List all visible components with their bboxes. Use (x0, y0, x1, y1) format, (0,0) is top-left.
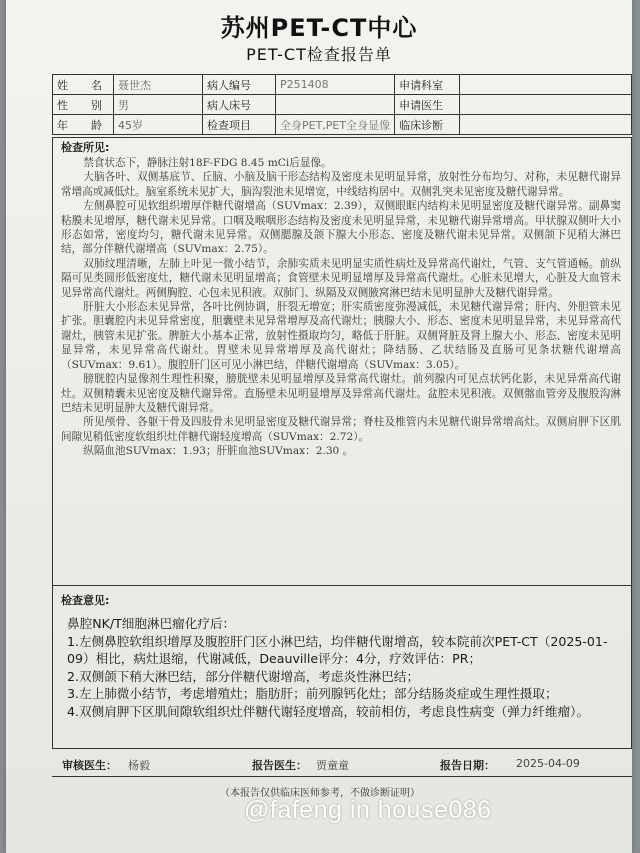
bed-value (276, 95, 395, 115)
patient-info-table (52, 74, 632, 135)
age-label: 年 龄 (53, 115, 114, 135)
diagnosis-label: 临床诊断 (395, 115, 460, 135)
findings-paragraph: 膀胱腔内显像剂生理性积聚，膀胱壁未见明显增厚及异常高代谢灶。前列腺内可见点状钙化影，未见异常高代谢灶。双侧精囊未见密度及糖代谢异常。直肠壁未见明显增厚及异常高代谢灶。盆腔未见积液。双侧髂血管旁及腹股沟淋巴结未见明显肿大及糖代谢异常。 (61, 373, 621, 414)
reporter-name: 贾童童 (316, 759, 349, 772)
findings-paragraph: 纵隔血池SUVmax：1.93；肝脏血池SUVmax：2.30 。 (83, 445, 354, 458)
age-value: 45岁 (114, 115, 203, 135)
sex-label: 性 别 (53, 95, 114, 115)
hospital-title: 苏州PET-CT中心 (220, 14, 418, 42)
report-title: PET-CT检查报告单 (246, 45, 392, 64)
sex-value: 男 (114, 95, 203, 115)
findings-paragraph: 左侧鼻腔可见软组织增厚伴糖代谢增高（SUVmax：2.39），双侧眼眶内结构未见明显密度及糖代谢异常。副鼻窦粘膜未见增厚，糖代谢未见异常。口咽及喉咽形态结构及密度未见明显异常，未见糖代谢异常增高。甲状腺双侧叶大小形态如常，密度均匀，糖代谢未见异常。双侧腮腺及颌下腺大小形态、密度及糖代谢未见异常。双侧颌下见稍大淋巴结，部分伴糖代谢增高（SUVmax：2.75）。 (61, 200, 621, 256)
reporter-label: 报告医生： (252, 759, 307, 772)
findings-paragraph: 禁食状态下，静脉注射18F-FDG 8.45 mCi后显像。 (83, 157, 332, 169)
disclaimer-note: （本报告仅供临床医师参考，不做诊断证明） (220, 788, 420, 799)
exam-item-value: 全身PET,PET全身显像 (276, 115, 395, 135)
impression-item: 2.双侧颌下稍大淋巴结，部分伴糖代谢增高，考虑炎性淋巴结； (67, 668, 420, 684)
report-date-value: 2025-04-09 (516, 757, 580, 770)
exam-item-label: 检查项目 (203, 115, 276, 135)
section-divider (53, 585, 631, 586)
dept-label: 申请科室 (395, 75, 460, 95)
findings-paragraph: 双肺纹理清晰，左肺上叶见一微小结节，余肺实质未见明显实质性病灶及异常高代谢灶，气管、支气管通畅。前纵隔可见类圆形低密度灶，糖代谢未见明显增高；食管壁未见明显增厚及异常高代谢灶。心脏未见增大，心脏及大血管未见异常高代谢灶。两侧胸腔、心包未见积液。双肺门、纵隔及双侧腋窝淋巴结未见明显肿大及糖代谢异常。 (61, 257, 621, 299)
impressions-title: 检查意见: (61, 594, 110, 607)
findings-paragraph: 肝脏大小形态未见异常，各叶比例协调，肝裂无增宽；肝实质密度弥漫减低，未见糖代谢异常；肝内、外胆管未见扩张。胆囊腔内未见异常密度，胆囊壁未见异常增厚及高代谢灶；胰腺大小、形态、密度未见明显异常，未见异常高代谢灶，胰管未见扩张。脾脏大小基本正常，放射性摄取均匀，略低于肝脏。双侧肾脏及肾上腺大小、形态、密度未见明显异常，未见异常高代谢灶。胃壁未见异常增厚及高代谢灶；降结肠、乙状结肠及直肠可见条状糖代谢增高（SUVmax：9.61）。腹腔肝门区可见小淋巴结，伴糖代谢增高（SUVmax：3.05）。 (61, 301, 621, 371)
name-value: 聂世杰 (114, 75, 203, 95)
doctor-value (460, 95, 632, 115)
doctor-label: 申请医生 (395, 95, 460, 115)
patient-no-value: P251408 (276, 75, 395, 95)
findings-text (61, 156, 621, 459)
findings-paragraph: 大脑各叶、双侧基底节、丘脑、小脑及脑干形态结构及密度未见明显异常，放射性分布均匀、对称，未见糖代谢异常增高或减低灶。脑室系统未见扩大，脑沟裂池未见增宽，中线结构居中。双侧乳突未见密度及糖代谢异常。 (61, 171, 621, 198)
dept-value (460, 75, 632, 95)
impressions-intro: 鼻腔NK/T细胞淋巴瘤化疗后： (67, 616, 236, 631)
impressions-text (67, 615, 623, 721)
footer-divider (52, 776, 632, 777)
bed-label: 病人床号 (203, 95, 276, 115)
reviewer-name: 杨毅 (128, 759, 150, 772)
impression-item: 4.双侧肩胛下区肌间隙软组织灶伴糖代谢轻度增高，较前相仿，考虑良性病变（弹力纤维瘤）。 (67, 703, 590, 719)
patient-no-label: 病人编号 (203, 75, 276, 95)
impression-item: 1.左侧鼻腔软组织增厚及腹腔肝门区小淋巴结，均伴糖代谢增高，较本院前次PET-CT（2025-01-09）相比，病灶退缩，代谢减低，Deauville评分：4分，疗效评估：PR； (67, 633, 608, 667)
report-date-label: 报告日期： (440, 759, 495, 772)
name-label: 姓 名 (53, 75, 114, 95)
watermark: @fafeng in house086 (244, 796, 492, 824)
findings-paragraph: 所见颅骨、各躯干骨及四肢骨未见明显密度及糖代谢异常；脊柱及椎管内未见糖代谢异常增高灶。双侧肩胛下区肌间隙见稍低密度软组织灶伴糖代谢轻度增高（SUVmax：2.72）。 (61, 416, 621, 443)
findings-title: 检查所见: (61, 141, 110, 154)
impression-item: 3.左上肺微小结节，考虑增殖灶；脂肪肝；前列腺钙化灶；部分结肠炎症或生理性摄取； (67, 686, 558, 702)
report-body (52, 137, 632, 749)
diagnosis-value (460, 115, 632, 135)
reviewer-label: 审核医生： (62, 759, 117, 772)
